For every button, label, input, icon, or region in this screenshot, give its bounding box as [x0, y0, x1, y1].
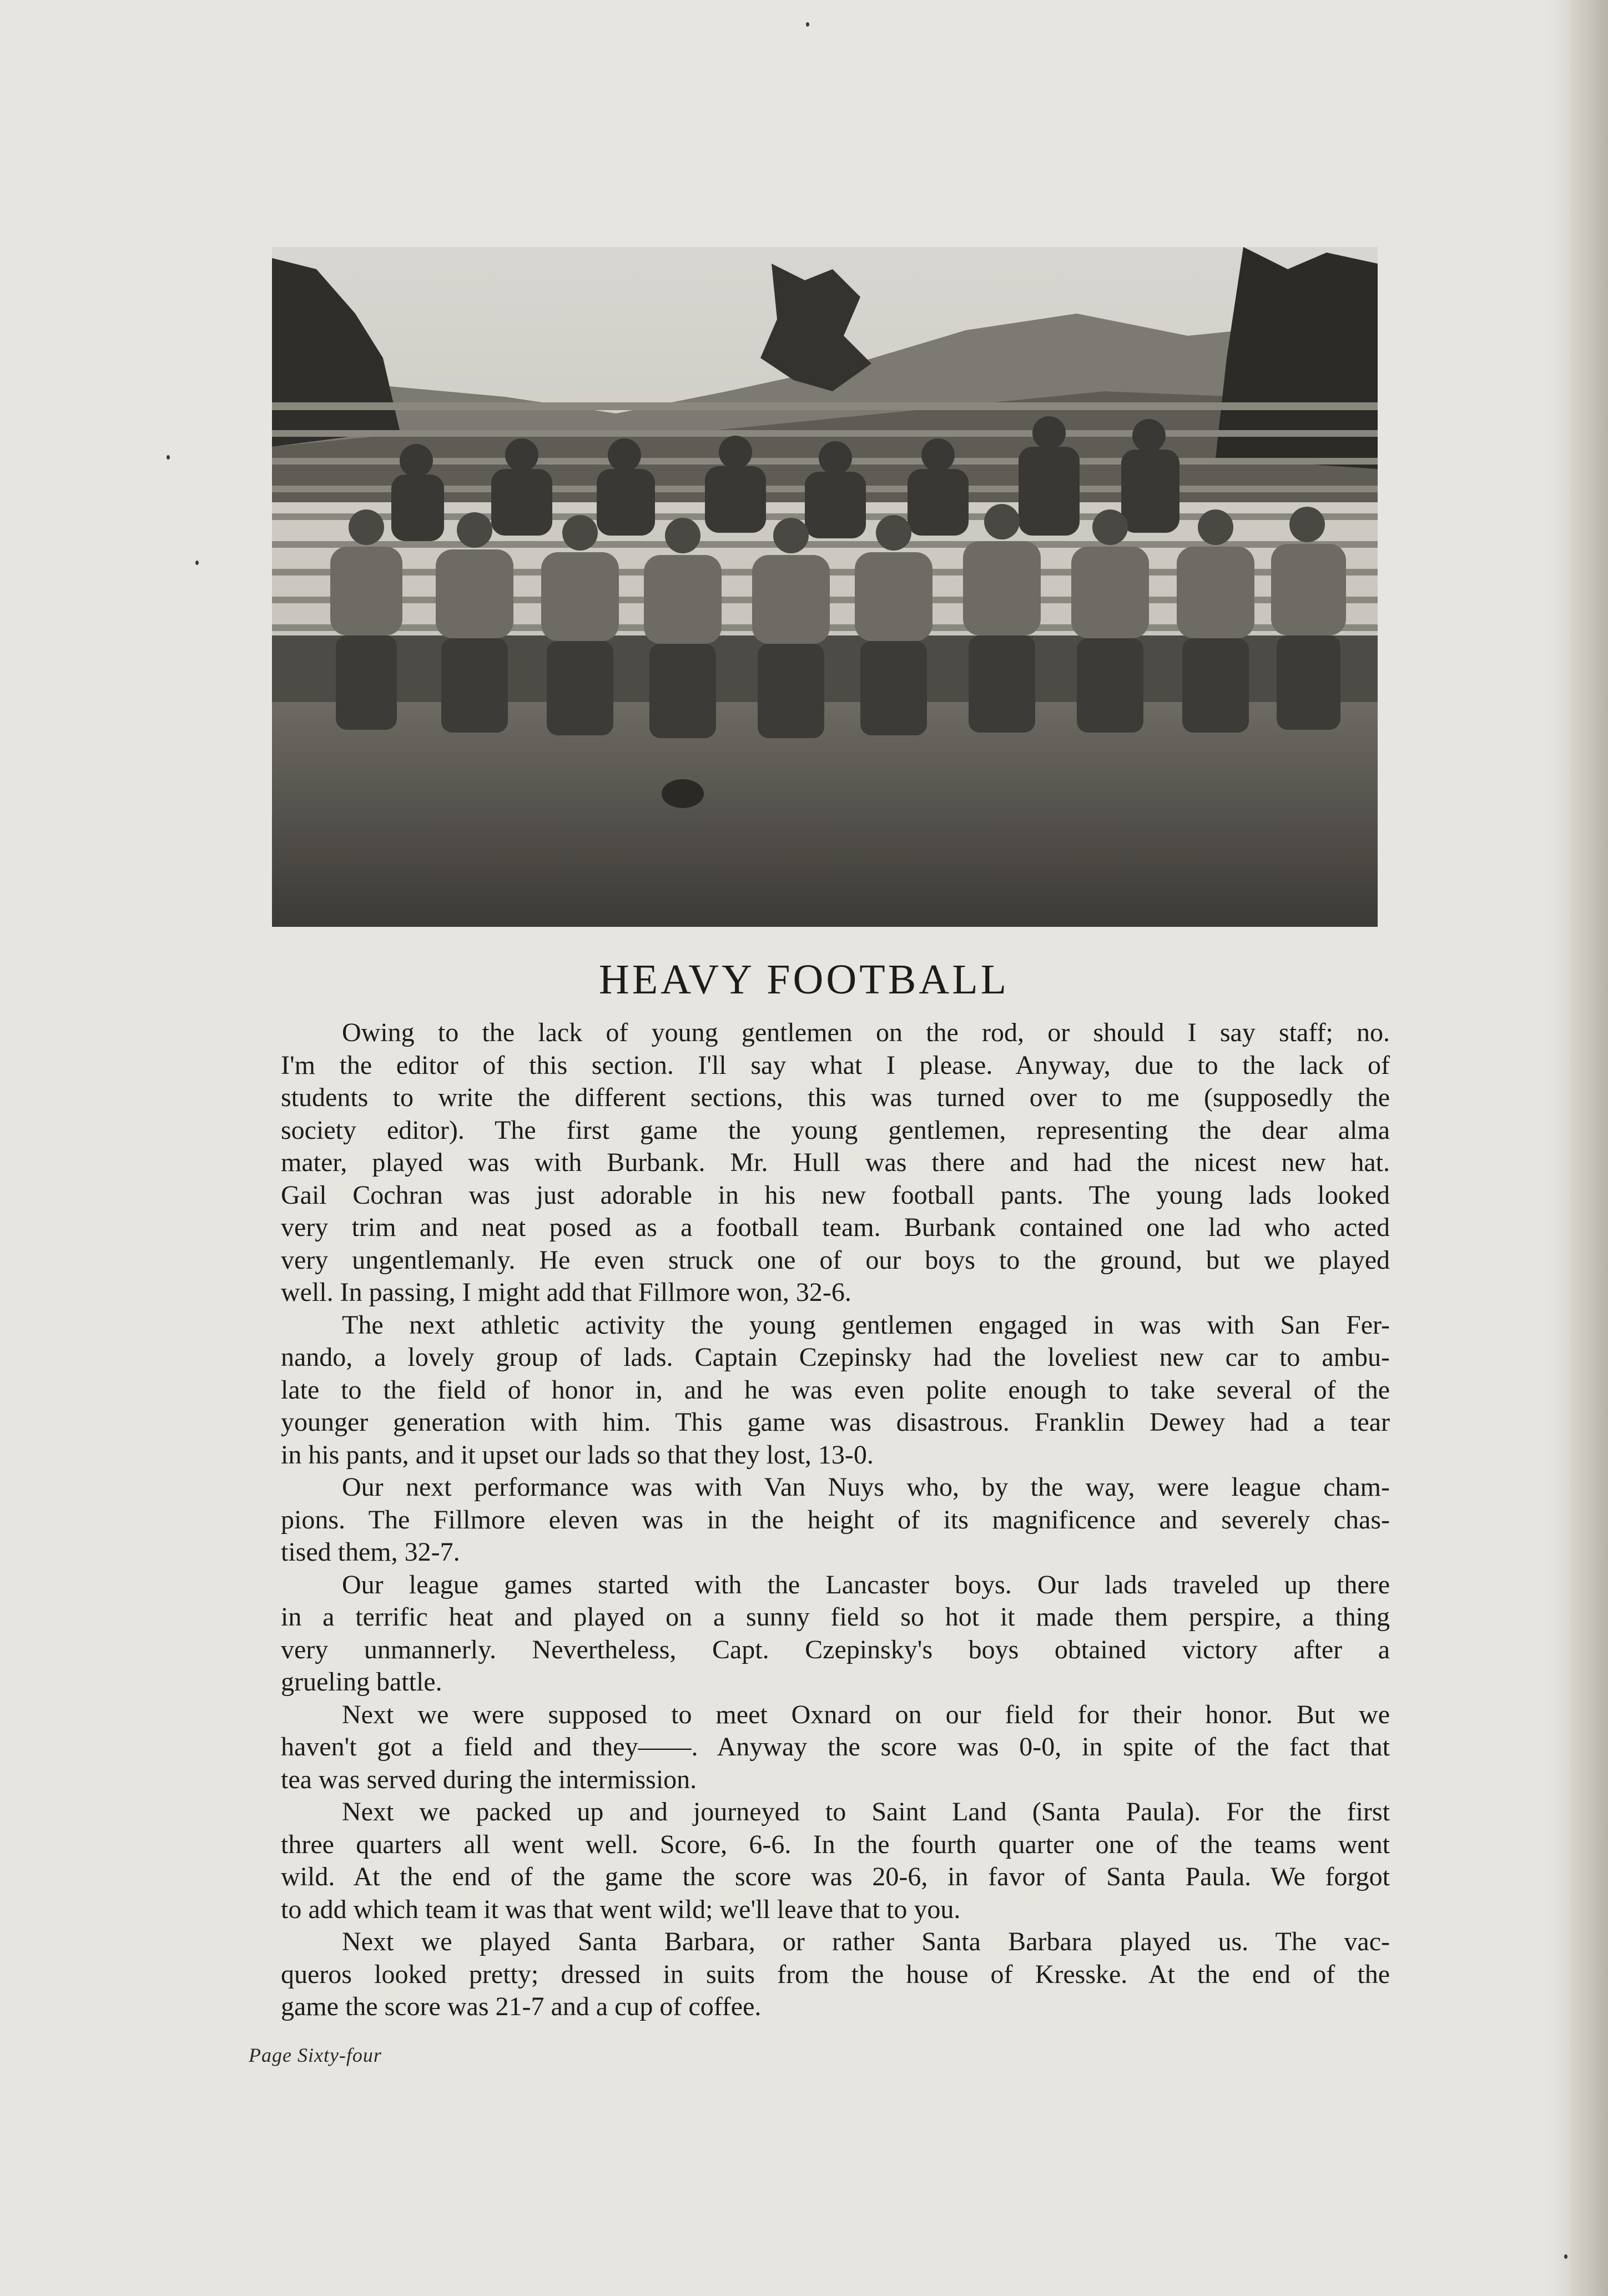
text-line: younger generation with him. This game was disastrous. Franklin Dewey had a tear	[281, 1407, 1390, 1437]
text-line: tised them, 32-7.	[281, 1537, 460, 1567]
text-line: I'm the editor of this section. I'll say what I please. Anyway, due to the lack of	[281, 1050, 1390, 1080]
page-gutter-shadow	[1547, 0, 1569, 2296]
paper-speck	[167, 455, 170, 460]
text-line: Next we packed up and journeyed to Saint Land (Santa Paula). For the first	[342, 1797, 1390, 1826]
text-line: Owing to the lack of young gentlemen on the rod, or should I say staff; no.	[342, 1018, 1390, 1047]
text-line: haven't got a field and they——. Anyway the score was 0-0, in spite of the fact that	[281, 1732, 1390, 1762]
page-edge	[1569, 0, 1608, 2296]
text-line: Gail Cochran was just adorable in his new football pants. The young lads looked	[281, 1180, 1390, 1210]
paper-speck	[195, 561, 199, 565]
paper-speck	[1564, 2254, 1567, 2259]
text-line: grueling battle.	[281, 1667, 442, 1697]
text-line: game the score was 21-7 and a cup of coffee.	[281, 1992, 762, 2021]
text-line: very ungentlemanly. He even struck one of our boys to the ground, but we played	[281, 1245, 1390, 1275]
text-line: tea was served during the intermission.	[281, 1764, 697, 1794]
text-line: society editor). The first game the young gentlemen, representing the dear alma	[281, 1115, 1390, 1145]
text-line: wild. At the end of the game the score was 20-6, in favor of Santa Paula. We forgot	[281, 1862, 1390, 1891]
text-line: The next athletic activity the young gentlemen engaged in was with San Fer-	[342, 1310, 1390, 1340]
page-number: Page Sixty-four	[249, 2044, 382, 2066]
section-title: HEAVY FOOTBALL	[598, 956, 1010, 1003]
text-line: Next we played Santa Barbara, or rather Santa Barbara played us. The vac-	[342, 1927, 1390, 1956]
paper-speck	[806, 22, 809, 27]
text-line: very trim and neat posed as a football team. Burbank contained one lad who acted	[281, 1213, 1390, 1242]
text-line: very unmannerly. Nevertheless, Capt. Czepinsky's boys obtained victory after a	[281, 1634, 1390, 1664]
text-line: in a terrific heat and played on a sunny field so hot it made them perspire, a thing	[281, 1602, 1390, 1632]
text-line: well. In passing, I might add that Fillmore won, 32-6.	[281, 1278, 851, 1307]
text-line: three quarters all went well. Score, 6-6. In the fourth quarter one of the teams went	[281, 1829, 1390, 1859]
text-line: pions. The Fillmore eleven was in the height of its magnificence and severely chas-	[281, 1505, 1390, 1535]
text-line: queros looked pretty; dressed in suits from the house of Kresske. At the end of the	[281, 1959, 1390, 1989]
text-line: Next we were supposed to meet Oxnard on our field for their honor. But we	[342, 1699, 1390, 1729]
text-line: Our league games started with the Lancaster boys. Our lads traveled up there	[342, 1570, 1390, 1599]
text-line: to add which team it was that went wild; we'll leave that to you.	[281, 1894, 961, 1924]
text-line: students to write the different sections, this was turned over to me (supposedly the	[281, 1083, 1390, 1112]
text-line: nando, a lovely group of lads. Captain Czepinsky had the loveliest new car to ambu-	[281, 1343, 1390, 1372]
text-line: Our next performance was with Van Nuys who, by the way, were league cham-	[342, 1472, 1390, 1502]
text-line: mater, played was with Burbank. Mr. Hull was there and had the nicest new hat.	[281, 1148, 1390, 1177]
text-line: late to the field of honor in, and he was even polite enough to take several of the	[281, 1375, 1390, 1405]
text-line: in his pants, and it upset our lads so that they lost, 13-0.	[281, 1440, 874, 1470]
team-photograph	[272, 247, 1378, 927]
article-body	[281, 1017, 1390, 2023]
